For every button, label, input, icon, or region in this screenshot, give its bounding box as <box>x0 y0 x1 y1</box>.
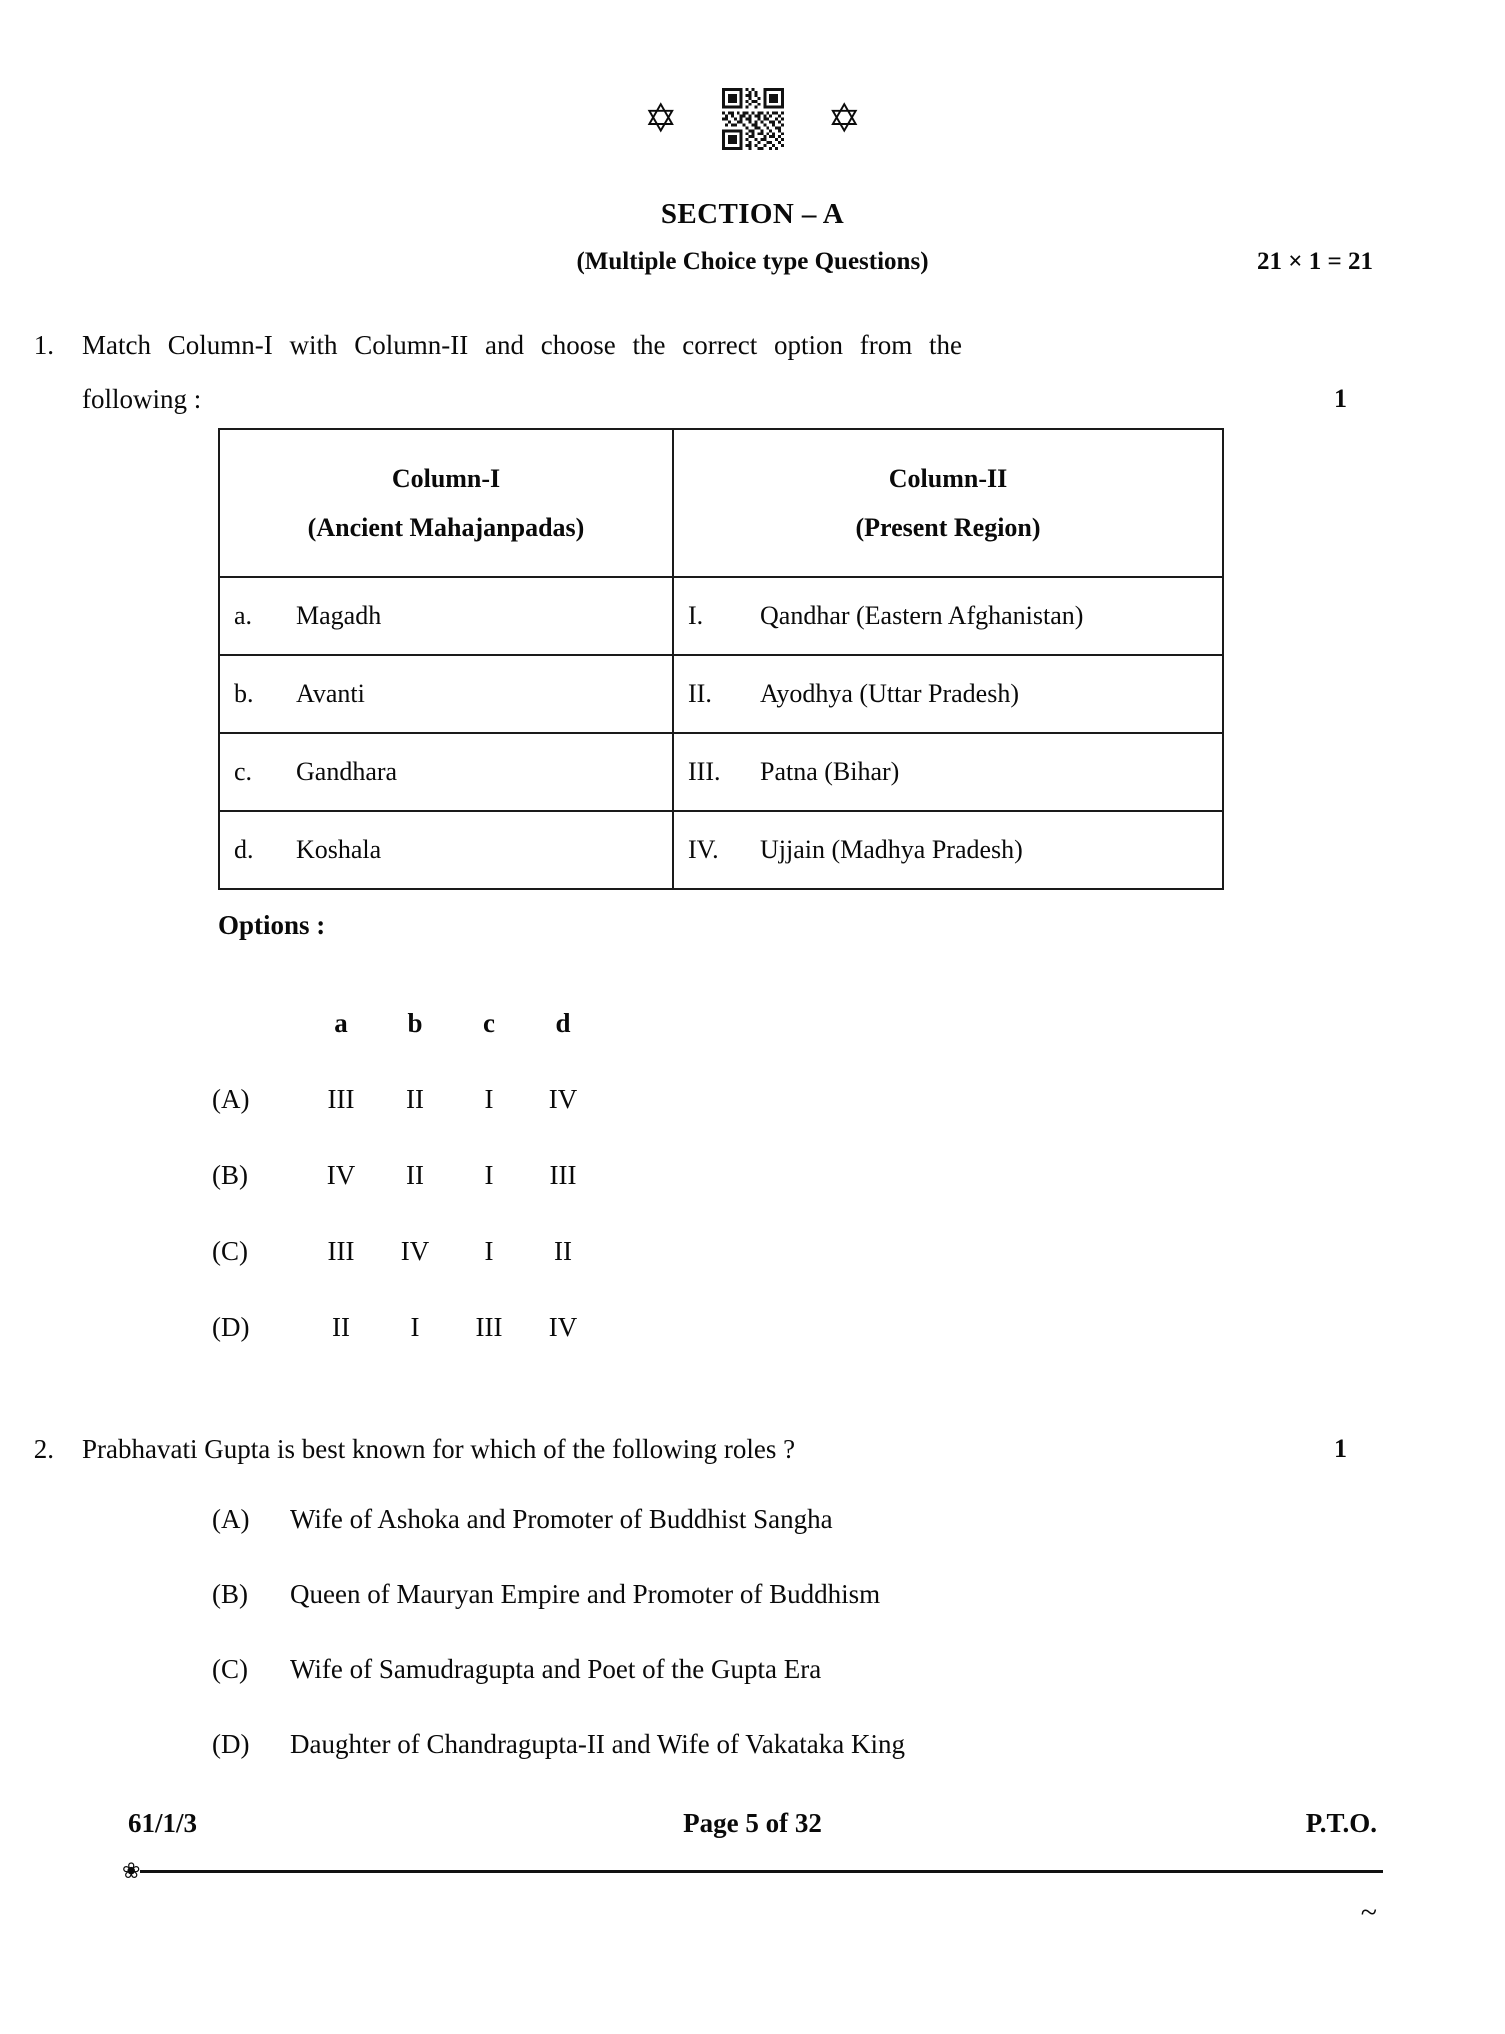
option-value: II <box>332 1311 350 1342</box>
option-value: I <box>484 1083 494 1114</box>
option-label: (A) <box>212 1083 250 1114</box>
column-ii-header <box>673 429 1223 577</box>
option-value: III <box>549 1159 577 1190</box>
floret-ornament-icon: ❀ <box>122 1858 141 1883</box>
options-header-c: c <box>483 1007 495 1038</box>
section-title: SECTION – A <box>660 198 845 230</box>
column-i-subtitle: (Ancient Mahajanpadas) <box>307 513 585 542</box>
question-2-head <box>0 1422 1505 1476</box>
option-value: I <box>484 1235 494 1266</box>
table-row <box>219 733 1223 811</box>
footer-divider <box>140 1870 1383 1873</box>
table-cell-left <box>219 655 673 733</box>
choice-text: Wife of Ashoka and Promoter of Buddhist Sangha <box>290 1504 833 1534</box>
option-label: (B) <box>212 1159 248 1190</box>
table-row <box>219 655 1223 733</box>
option-row-d[interactable] <box>212 1289 600 1365</box>
option-row-a[interactable] <box>212 1061 600 1137</box>
option-value: III <box>327 1083 355 1114</box>
option-value: II <box>554 1235 572 1266</box>
table-cell-right <box>673 577 1223 655</box>
options-header-d: d <box>555 1007 571 1038</box>
question-2 <box>0 1422 1505 1476</box>
options-label: Options : <box>218 910 326 940</box>
option-value: I <box>484 1159 494 1190</box>
cell-content <box>220 601 672 631</box>
question-1-number: 1. <box>33 330 54 360</box>
table-header-row <box>219 429 1223 577</box>
option-label: (D) <box>212 1311 250 1342</box>
option-value: IV <box>548 1311 578 1342</box>
option-row-b[interactable] <box>212 1137 600 1213</box>
cell-content <box>674 601 1222 631</box>
option-value: IV <box>400 1235 430 1266</box>
table-row <box>219 811 1223 889</box>
star-of-david-icon-right: ✡ <box>827 96 862 141</box>
footer-tilde: ~ <box>1360 1896 1377 1929</box>
star-of-david-icon-left: ✡ <box>643 96 678 141</box>
row-key: c. <box>234 757 253 786</box>
header-marks <box>0 88 1505 150</box>
option-value: I <box>410 1311 420 1342</box>
table-cell-left <box>219 811 673 889</box>
row-key: I. <box>688 601 704 630</box>
row-key: III. <box>688 757 721 786</box>
option-value: III <box>327 1235 355 1266</box>
options-header-b: b <box>407 1007 423 1038</box>
cell-content <box>674 835 1222 865</box>
option-row-c[interactable] <box>212 1213 600 1289</box>
row-value: Patna (Bihar) <box>760 757 900 786</box>
row-value: Gandhara <box>296 757 398 786</box>
column-i-header <box>219 429 673 577</box>
section-subtitle-row <box>0 248 1505 276</box>
qr-code-icon <box>722 88 784 150</box>
row-key: d. <box>234 835 254 864</box>
column-i-title: Column-I <box>391 463 501 493</box>
row-key: II. <box>688 679 712 708</box>
question-2-number: 2. <box>33 1434 54 1464</box>
choice-row-c[interactable] <box>0 1642 1505 1717</box>
section-subtitle: (Multiple Choice type Questions) <box>576 248 929 275</box>
question-2-choices <box>0 1492 1505 1792</box>
choice-label: (B) <box>212 1579 248 1609</box>
choice-row-d[interactable] <box>0 1717 1505 1792</box>
cell-content <box>674 757 1222 787</box>
match-table-body <box>219 577 1223 889</box>
choice-row-b[interactable] <box>0 1567 1505 1642</box>
footer-rule-wrap <box>0 1860 1505 1882</box>
footer-row <box>0 1808 1505 1852</box>
option-value: II <box>406 1159 424 1190</box>
option-label: (C) <box>212 1235 248 1266</box>
choice-label: (C) <box>212 1654 248 1684</box>
choice-text: Wife of Samudragupta and Poet of the Gupta Era <box>290 1654 822 1684</box>
row-key: a. <box>234 601 253 630</box>
row-value: Ujjain (Madhya Pradesh) <box>760 835 1023 864</box>
question-1-marks: 1 <box>1334 384 1347 413</box>
cell-content <box>674 679 1222 709</box>
question-1-head <box>0 318 1505 426</box>
pto-label: P.T.O. <box>1305 1808 1377 1838</box>
question-2-text: Prabhavati Gupta is best known for which of the following roles ? <box>82 1434 796 1464</box>
cell-content <box>220 757 672 787</box>
row-value: Avanti <box>296 679 365 708</box>
paper-code: 61/1/3 <box>128 1808 198 1838</box>
choice-label: (A) <box>212 1504 250 1534</box>
row-value: Ayodhya (Uttar Pradesh) <box>760 679 1019 708</box>
table-cell-left <box>219 733 673 811</box>
choice-text: Queen of Mauryan Empire and Promoter of Buddhism <box>290 1579 881 1609</box>
option-value: IV <box>326 1159 356 1190</box>
table-cell-left <box>219 577 673 655</box>
choice-row-a[interactable] <box>0 1492 1505 1567</box>
cell-content <box>220 679 672 709</box>
section-marks: 21 × 1 = 21 <box>1257 248 1373 275</box>
row-value: Qandhar (Eastern Afghanistan) <box>760 601 1084 630</box>
table-cell-right <box>673 733 1223 811</box>
options-header-row <box>212 985 600 1061</box>
row-value: Koshala <box>296 835 382 864</box>
option-value: III <box>475 1311 503 1342</box>
match-columns-table <box>218 428 1224 890</box>
row-key: IV. <box>688 835 719 864</box>
question-1 <box>0 318 1505 426</box>
option-value: IV <box>548 1083 578 1114</box>
cell-content <box>220 835 672 865</box>
choice-text: Daughter of Chandragupta-II and Wife of Vakataka King <box>290 1729 905 1759</box>
row-value: Magadh <box>296 601 382 630</box>
choice-label: (D) <box>212 1729 250 1759</box>
row-key: b. <box>234 679 254 708</box>
page-footer <box>0 1808 1505 1929</box>
options-header-a: a <box>334 1007 348 1038</box>
table-cell-right <box>673 811 1223 889</box>
page-number: Page 5 of 32 <box>683 1808 822 1838</box>
column-ii-subtitle: (Present Region) <box>855 513 1041 542</box>
column-ii-title: Column-II <box>888 463 1008 493</box>
option-value: II <box>406 1083 424 1114</box>
question-1-text: Match Column-I with Column-II and choose the correct option from the following : <box>82 330 962 414</box>
table-row <box>219 577 1223 655</box>
question-2-marks: 1 <box>1334 1434 1347 1463</box>
table-cell-right <box>673 655 1223 733</box>
match-table-header <box>219 429 1223 577</box>
options-grid <box>212 985 600 1365</box>
